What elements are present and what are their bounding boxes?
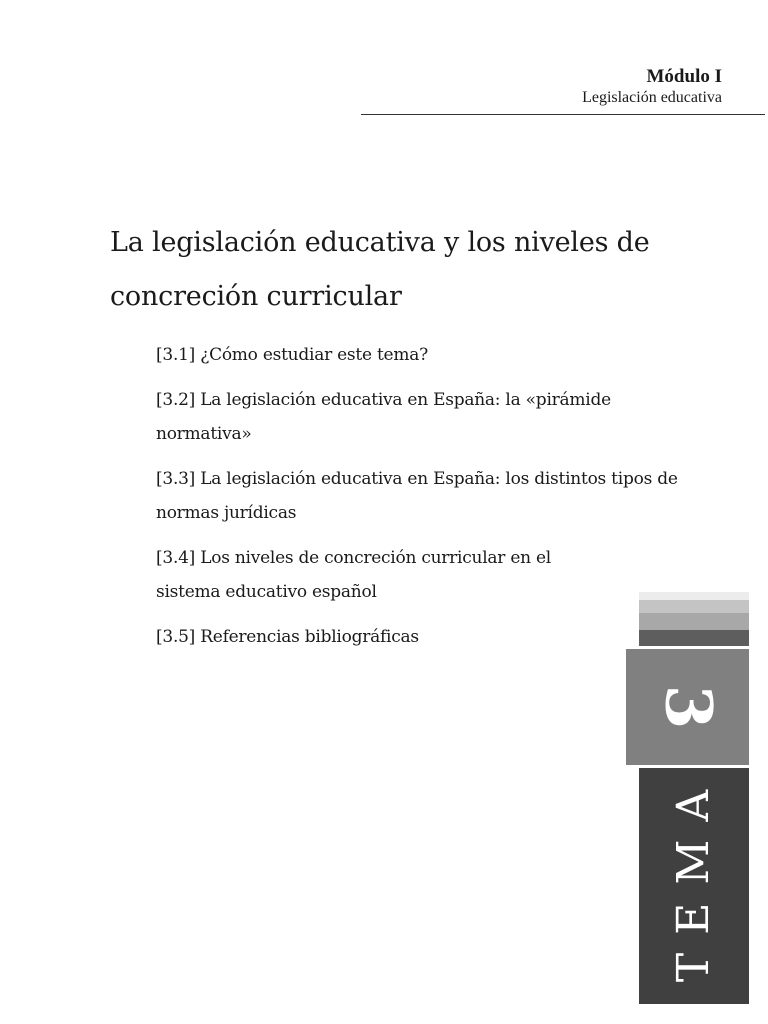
page-title-line-2: concreción curricular	[110, 281, 402, 312]
tema-label	[639, 768, 749, 1004]
toc-item-3-4: [3.4] Los niveles de concreción curricular en el sistema educativo español	[156, 548, 551, 602]
page-title-line-1: La legislación educativa y los niveles de	[110, 227, 650, 258]
page-title	[110, 216, 720, 324]
decor-band-1	[639, 592, 749, 600]
module-subject: Legislación educativa	[582, 89, 722, 106]
toc-item-3-5: [3.5] Referencias bibliográficas	[156, 627, 419, 647]
toc-item-3-3: [3.3] La legislación educativa en España: los distintos tipos de normas jurídicas	[156, 469, 678, 523]
header-divider	[361, 114, 765, 115]
chapter-number-text: 3	[650, 684, 726, 730]
decor-band-4	[639, 630, 749, 646]
tema-label-text: TEMA	[668, 771, 720, 983]
module-title: Módulo I	[646, 66, 722, 87]
decor-band-3	[639, 613, 749, 630]
toc-item-3-1: [3.1] ¿Cómo estudiar este tema?	[156, 345, 428, 365]
page-header	[582, 66, 722, 108]
toc-item-3-2: [3.2] La legislación educativa en España: la «pirámide normativa»	[156, 390, 611, 444]
chapter-number	[626, 649, 749, 765]
decor-band-2	[639, 600, 749, 613]
